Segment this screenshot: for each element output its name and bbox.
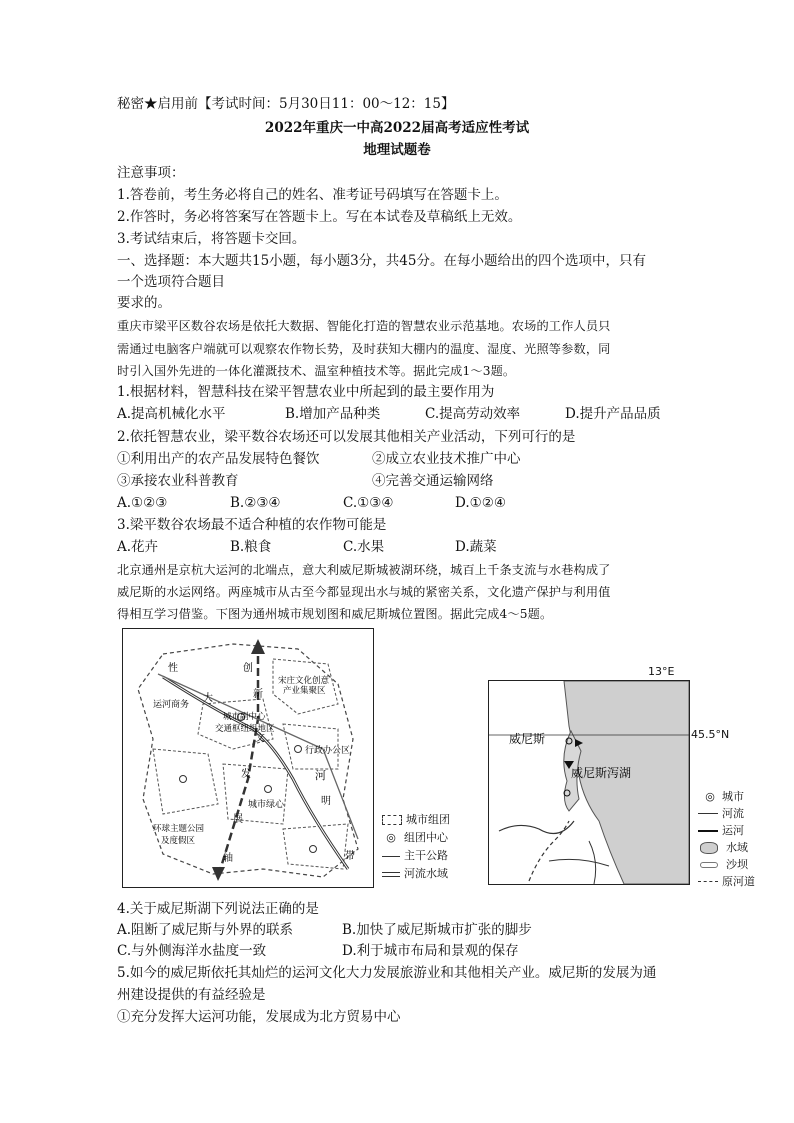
label: 性 (168, 663, 178, 674)
legend-label: 运河 (722, 824, 744, 837)
note-item: 1.答卷前，考生务必将自己的姓名、准考证号码填写在答题卡上。 (117, 187, 508, 203)
city-icon: ◎ (705, 790, 715, 803)
legend-item (698, 856, 768, 873)
legend-label: 原河道 (722, 875, 755, 888)
option-b[interactable]: B.加快了威尼斯城市扩张的脚步 (342, 922, 532, 938)
label: 带 (345, 851, 355, 862)
map2-legend (698, 788, 768, 890)
center-icon (295, 746, 302, 753)
label: 展 (233, 814, 243, 825)
exam-title: 2022年重庆一中高2022届高考适应性考试 (264, 120, 530, 136)
option-d[interactable]: D.利于城市布局和景观的保存 (342, 943, 519, 959)
option-a[interactable]: A.提高机械化水平 (117, 406, 226, 422)
section-instruction: 一、选择题：本大题共15小题，每小题3分，共45分。在每小题给出的四个选项中，只有 (117, 253, 646, 269)
legend-label: 组团中心 (404, 831, 448, 844)
legend-item (382, 812, 482, 828)
question-5-stem: 州建设提供的有益经验是 (117, 987, 266, 1003)
center-icon: ◎ (386, 831, 396, 844)
old-river-icon (698, 881, 718, 882)
legend-item (698, 873, 768, 890)
label: 及度假区 (161, 836, 196, 846)
river-line-icon (382, 872, 400, 877)
item-1: ①利用出产的农产品发展特色餐饮 (117, 451, 320, 467)
legend-label: 城市 (722, 790, 744, 803)
option-d[interactable]: D.①②④ (455, 495, 506, 511)
label: 文 (255, 733, 265, 744)
option-d[interactable]: D.提升产品品质 (565, 406, 661, 422)
option-c[interactable]: C.提高劳动效率 (425, 406, 521, 422)
label: 轴 (223, 853, 233, 864)
passage-line: 重庆市梁平区数谷农场是依托大数据、智能化打造的智慧农业示范基地。农场的工作人员只 (117, 319, 611, 333)
old-river (529, 821, 569, 881)
legend-label: 河流 (722, 807, 744, 820)
legend-label: 主干公路 (404, 849, 448, 862)
question-2-stem: 2.依托智慧农业，梁平数谷农场还可以发展其他相关产业活动，下列可行的是 (117, 429, 576, 445)
legend-item (698, 788, 768, 805)
label: 新 (253, 689, 263, 700)
venice-map-graphic (489, 681, 689, 884)
tongzhou-map-graphic (123, 629, 373, 887)
label: 行政办公区 (305, 746, 351, 756)
item-3: ③承接农业科普教育 (117, 473, 239, 489)
label: 产业集聚区 (283, 686, 326, 696)
river-line (499, 821, 574, 834)
option-c[interactable]: C.与外侧海洋水盐度一致 (117, 943, 267, 959)
center-icon (310, 846, 317, 853)
water-icon (700, 842, 718, 854)
center-icon (180, 776, 187, 783)
question-5-stem: 5.如今的威尼斯依托其灿烂的运河文化大力发展旅游业和其他相关产业。威尼斯的发展为通 (117, 965, 657, 981)
question-1-stem: 1.根据材料，智慧科技在梁平智慧农业中所起到的最主要作用为 (117, 384, 495, 400)
center-icon (265, 786, 272, 793)
question-3-stem: 3.梁平数谷农场最不适合种植的农作物可能是 (117, 517, 387, 533)
legend-item (698, 839, 768, 856)
sandbar-icon (700, 862, 718, 868)
legend-item (698, 822, 768, 839)
passage-line: 得相互学习借鉴。下图为通州城市规划图和威尼斯城位置图。据此完成4～5题。 (117, 607, 553, 621)
section-instruction: 一个选项符合题目 (117, 274, 225, 290)
label: 交通枢纽组地区 (215, 724, 275, 734)
map1-legend (382, 812, 482, 882)
question-4-stem: 4.关于威尼斯湖下列说法正确的是 (117, 901, 319, 917)
label: 河 (315, 769, 326, 782)
option-d[interactable]: D.蔬菜 (455, 539, 497, 555)
legend-item (698, 805, 768, 822)
section-instruction: 要求的。 (117, 295, 171, 311)
option-a[interactable]: A.①②③ (117, 495, 168, 511)
exam-subtitle: 地理试题卷 (363, 142, 431, 158)
sea-area (564, 681, 689, 884)
legend-label: 城市组团 (406, 813, 450, 826)
notes-heading: 注意事项： (117, 165, 185, 181)
secret-line: 秘密★启用前【考试时间：5月30日11：00～12：15】 (117, 96, 455, 112)
option-b[interactable]: B.②③④ (230, 495, 281, 511)
passage-line: 需通过电脑客户端就可以观察农作物长势，及时获知大棚内的温度、湿度、光照等参数，同 (117, 342, 611, 356)
river-line (549, 859, 609, 866)
venice-map (488, 680, 690, 885)
development-axis (218, 644, 258, 877)
option-c[interactable]: C.①③④ (343, 495, 394, 511)
note-item: 3.考试结束后，将答题卡交回。 (117, 231, 306, 247)
label: 创 (243, 663, 253, 674)
option-b[interactable]: B.增加产品种类 (285, 406, 381, 422)
legend-label: 水域 (726, 841, 748, 854)
option-c[interactable]: C.水果 (343, 539, 385, 555)
label: 城市副中心 (223, 712, 266, 722)
passage-line: 威尼斯的水运网络。两座城市从古至今都显现出水与城的紧密关系，文化遗产保护与利用值 (117, 585, 611, 599)
question-5-item: ①充分发挥大运河功能，发展成为北方贸易中心 (117, 1009, 401, 1025)
item-2: ②成立农业技术推广中心 (372, 451, 521, 467)
city-label: 威尼斯 (509, 732, 546, 746)
note-item: 2.作答时，务必将答案写在答题卡上。写在本试卷及草稿纸上无效。 (117, 209, 522, 225)
item-4: ④完善交通运输网络 (372, 473, 494, 489)
label: 环球主题公园 (153, 824, 205, 834)
longitude-label: 13°E (648, 665, 675, 678)
option-a[interactable]: A.阻断了威尼斯与外界的联系 (117, 922, 294, 938)
legend-item (382, 848, 482, 864)
legend-label: 河流水域 (404, 867, 448, 880)
option-a[interactable]: A.花卉 (117, 539, 159, 555)
label: 城市绿心 (248, 800, 285, 810)
label: 大 (203, 693, 213, 704)
passage-line: 北京通州是京杭大运河的北端点，意大利威尼斯城被湖环绕，城百上千条支流与水巷构成了 (117, 563, 611, 577)
lagoon-label: 威尼斯泻湖 (571, 766, 632, 780)
legend-item (382, 830, 482, 846)
road-line-icon (382, 856, 400, 857)
canal-icon (698, 830, 718, 832)
passage-line: 时引入国外先进的一体化灌溉技术、温室种植技术等。据此完成1～3题。 (117, 364, 516, 378)
label: 宋庄文化创意 (278, 676, 330, 686)
legend-label: 沙坝 (726, 858, 748, 871)
latitude-label: 45.5°N (691, 728, 730, 741)
label: 发 (241, 769, 251, 780)
option-b[interactable]: B.粮食 (230, 539, 272, 555)
dashed-box-icon (382, 815, 402, 825)
label: 明 (321, 796, 331, 807)
river-icon (698, 813, 718, 814)
label: 运河商务 (153, 700, 190, 710)
tongzhou-map (122, 628, 374, 888)
legend-item (382, 866, 482, 882)
